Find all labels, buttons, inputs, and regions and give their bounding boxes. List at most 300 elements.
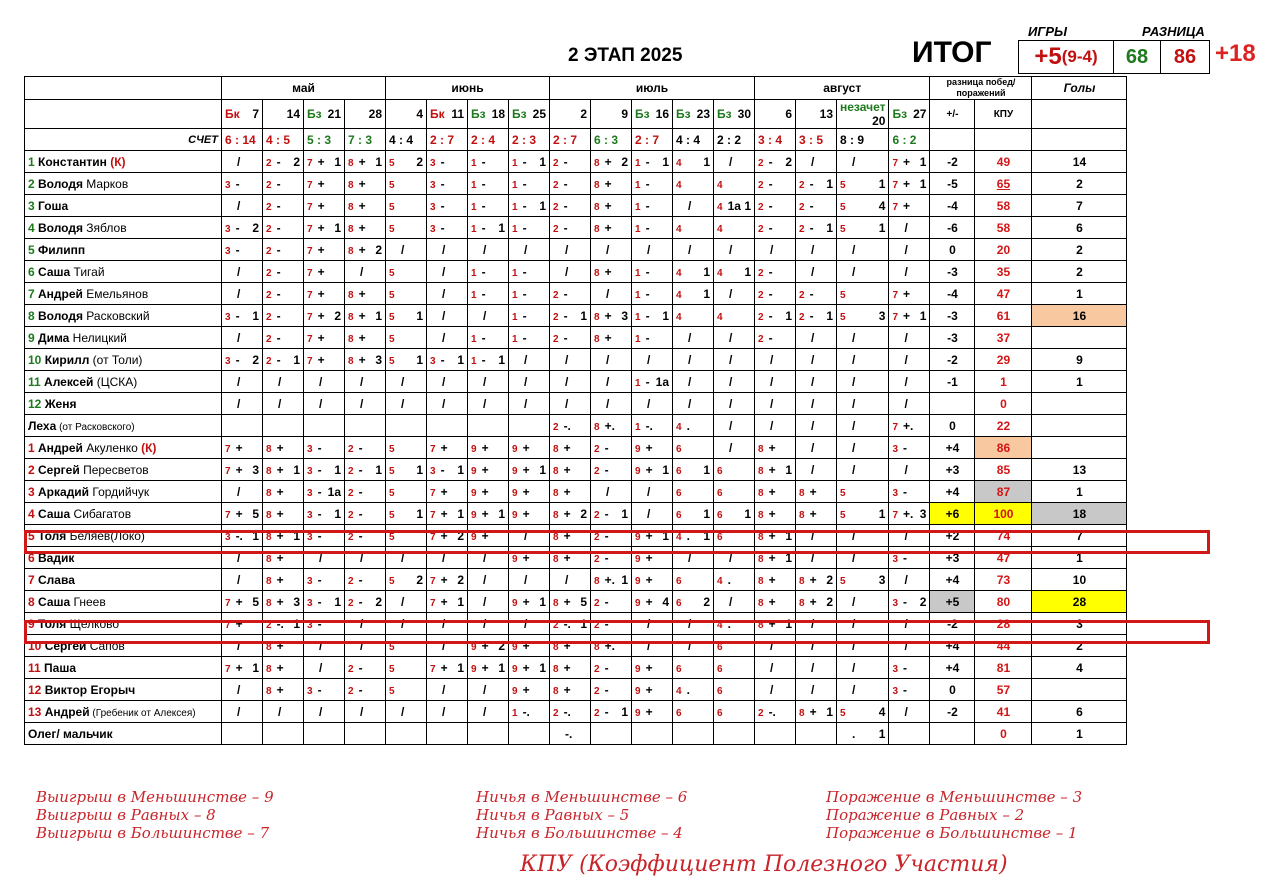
game-result: + xyxy=(440,484,448,499)
game-cell xyxy=(222,723,263,745)
page-title: 2 ЭТАП 2025 xyxy=(568,45,683,66)
game-cell xyxy=(837,437,889,459)
game-result: / xyxy=(729,550,733,565)
game-result: - xyxy=(522,308,527,323)
game-result: - xyxy=(645,220,650,235)
game-result: / xyxy=(565,572,569,587)
game-goals: 4 xyxy=(662,594,669,609)
game-cell xyxy=(345,151,386,173)
game-goals: 1 xyxy=(252,528,259,543)
game-result: / xyxy=(360,396,364,411)
game-result: - xyxy=(563,330,568,345)
game-points: 2 xyxy=(594,553,600,565)
player-row xyxy=(25,415,1127,437)
kpu-value: 61 xyxy=(975,305,1032,327)
player-row xyxy=(25,393,1127,415)
kpu-value: 58 xyxy=(975,195,1032,217)
game-cell xyxy=(837,415,889,437)
game-cell xyxy=(550,701,591,723)
game-result: - xyxy=(645,264,650,279)
game-cell xyxy=(222,503,263,525)
game-points: 7 xyxy=(307,267,313,279)
game-result: + xyxy=(522,462,530,477)
game-goals: 2 xyxy=(785,154,792,169)
game-cell xyxy=(427,679,468,701)
game-points: 8 xyxy=(594,575,600,587)
day-tag: незачет xyxy=(840,100,886,114)
game-result: / xyxy=(688,638,692,653)
player-last-name: Марков xyxy=(82,176,129,191)
game-cell xyxy=(796,613,837,635)
game-cell xyxy=(796,283,837,305)
game-cell xyxy=(632,591,673,613)
game-result: - xyxy=(522,198,527,213)
game-result: . xyxy=(727,616,731,631)
game-cell xyxy=(755,151,796,173)
game-points: 8 xyxy=(348,333,354,345)
game-points: 6 xyxy=(717,663,723,675)
game-goals: 1 xyxy=(826,220,833,235)
game-points: 7 xyxy=(430,597,436,609)
game-result: / xyxy=(237,396,241,411)
game-points: 9 xyxy=(512,553,518,565)
game-points: 1 xyxy=(512,333,518,345)
goals-value: 1 xyxy=(1032,547,1127,569)
game-points: 2 xyxy=(799,223,805,235)
game-points: 5 xyxy=(389,179,395,191)
game-points: 6 xyxy=(717,487,723,499)
game-goals: 1 xyxy=(785,308,792,323)
game-cell xyxy=(889,547,930,569)
game-points: 5 xyxy=(840,707,846,719)
day-number: 25 xyxy=(532,107,546,121)
game-result: + xyxy=(358,308,366,323)
game-points: 2 xyxy=(799,201,805,213)
game-cell xyxy=(468,591,509,613)
game-points: 1 xyxy=(512,707,518,719)
game-cell xyxy=(837,591,889,613)
game-cell xyxy=(889,151,930,173)
game-cell xyxy=(837,679,889,701)
game-cell xyxy=(889,283,930,305)
game-result: - xyxy=(604,594,609,609)
game-cell xyxy=(550,261,591,283)
game-cell xyxy=(632,701,673,723)
player-name xyxy=(25,679,222,701)
game-cell xyxy=(468,415,509,437)
player-first-name: Гоша xyxy=(38,198,69,213)
game-cell xyxy=(386,261,427,283)
game-result: / xyxy=(319,704,323,719)
game-result: +. xyxy=(604,638,615,653)
legend-line: Ничья в Меньшинстве – 6 xyxy=(476,788,688,806)
game-goals: 2 xyxy=(375,594,382,609)
game-result: + xyxy=(903,176,911,191)
player-first-name: Алексей xyxy=(44,374,94,389)
game-result: - xyxy=(440,154,445,169)
game-goals: 1 xyxy=(703,154,710,169)
day-number: 21 xyxy=(327,107,341,121)
game-cell xyxy=(550,173,591,195)
player-number: 4 xyxy=(28,220,39,235)
game-points: 8 xyxy=(594,267,600,279)
game-result: / xyxy=(647,484,651,499)
game-goals: 1а xyxy=(327,484,341,499)
match-score: 8 : 9 xyxy=(837,129,889,151)
game-cell xyxy=(468,349,509,371)
game-cell xyxy=(889,679,930,701)
game-result: + xyxy=(235,616,243,631)
game-cell xyxy=(345,569,386,591)
game-cell xyxy=(263,283,304,305)
goals-value: 1 xyxy=(1032,283,1127,305)
game-cell xyxy=(591,481,632,503)
game-goals: 1 xyxy=(826,308,833,323)
game-result: + xyxy=(358,286,366,301)
game-result: / xyxy=(770,352,774,367)
game-cell xyxy=(755,327,796,349)
game-points: 7 xyxy=(225,465,231,477)
game-result: / xyxy=(811,550,815,565)
goals-value: 18 xyxy=(1032,503,1127,525)
game-result: / xyxy=(904,242,908,257)
game-points: 8 xyxy=(799,487,805,499)
game-cell xyxy=(550,723,591,745)
game-result: - xyxy=(358,484,363,499)
game-cell xyxy=(714,217,755,239)
blank xyxy=(1032,129,1127,151)
game-result: / xyxy=(237,198,241,213)
game-result: - xyxy=(768,176,773,191)
game-cell xyxy=(550,657,591,679)
game-result: / xyxy=(319,660,323,675)
game-cell xyxy=(591,173,632,195)
game-cell xyxy=(386,459,427,481)
game-points: 7 xyxy=(307,179,313,191)
game-result: + xyxy=(645,462,653,477)
game-result: - xyxy=(276,264,281,279)
game-result: +. xyxy=(903,506,914,521)
game-result: / xyxy=(729,396,733,411)
game-points: 3 xyxy=(892,443,899,455)
plusminus-value: +3 xyxy=(930,547,975,569)
game-cell xyxy=(263,173,304,195)
game-result: - xyxy=(768,220,773,235)
plusminus-value xyxy=(930,723,975,745)
game-result: . xyxy=(686,528,690,543)
game-result: / xyxy=(770,396,774,411)
game-cell xyxy=(263,613,304,635)
game-cell xyxy=(673,173,714,195)
game-points: 8 xyxy=(348,289,354,301)
game-points: 4 xyxy=(717,179,723,191)
player-name xyxy=(25,415,222,437)
game-points: 7 xyxy=(430,443,436,455)
month-header-row xyxy=(25,77,1127,100)
game-points: 2 xyxy=(348,443,354,455)
game-cell xyxy=(837,481,889,503)
game-cell xyxy=(345,657,386,679)
game-points: 8 xyxy=(758,597,764,609)
goals-value xyxy=(1032,415,1127,437)
player-row xyxy=(25,173,1127,195)
game-cell xyxy=(345,393,386,415)
game-cell xyxy=(550,217,591,239)
game-cell xyxy=(304,239,345,261)
game-goals: 1 xyxy=(334,220,341,235)
game-points: 5 xyxy=(389,311,395,323)
day-number: 14 xyxy=(286,107,300,121)
game-cell xyxy=(386,481,427,503)
game-cell xyxy=(837,217,889,239)
game-points: 4 xyxy=(676,289,682,301)
game-cell xyxy=(386,217,427,239)
game-result: / xyxy=(688,330,692,345)
game-cell xyxy=(468,305,509,327)
game-result: / xyxy=(811,528,815,543)
game-result: / xyxy=(904,572,908,587)
game-points: 2 xyxy=(348,531,354,543)
player-number: 5 xyxy=(28,528,39,543)
game-cell xyxy=(632,261,673,283)
game-points: 8 xyxy=(266,465,272,477)
player-last-name: (от Толи) xyxy=(89,352,143,367)
game-cell xyxy=(263,437,304,459)
player-number: 8 xyxy=(28,594,39,609)
game-points: 7 xyxy=(307,289,313,301)
diff-a-box xyxy=(1113,40,1161,74)
day-header xyxy=(222,100,263,129)
game-goals: 1 xyxy=(744,506,751,521)
game-result: + xyxy=(317,352,325,367)
game-cell xyxy=(889,481,930,503)
game-result: + xyxy=(903,154,911,169)
match-score: 7 : 3 xyxy=(345,129,386,151)
game-points: 9 xyxy=(471,663,477,675)
game-cell xyxy=(427,481,468,503)
game-cell xyxy=(509,371,550,393)
game-cell xyxy=(796,393,837,415)
game-points: 2 xyxy=(553,619,559,631)
game-result: + xyxy=(358,176,366,191)
goals-value: 6 xyxy=(1032,701,1127,723)
game-result: + xyxy=(317,220,325,235)
game-result: / xyxy=(852,638,856,653)
game-goals: 1 xyxy=(416,462,423,477)
game-goals: 2 xyxy=(457,572,464,587)
game-cell xyxy=(263,635,304,657)
game-cell xyxy=(386,305,427,327)
game-cell xyxy=(673,481,714,503)
corner-cell xyxy=(25,77,222,100)
player-first-name: Саша xyxy=(38,506,71,521)
game-result: / xyxy=(811,418,815,433)
diff-header: РАЗНИЦА xyxy=(1142,24,1205,39)
game-cell xyxy=(796,327,837,349)
player-first-name: Толя xyxy=(38,616,67,631)
game-cell xyxy=(509,283,550,305)
game-cell xyxy=(673,459,714,481)
game-points: 8 xyxy=(266,575,272,587)
kpu-value: 41 xyxy=(975,701,1032,723)
game-cell xyxy=(755,525,796,547)
player-first-name: Сергей xyxy=(38,462,80,477)
game-result: . xyxy=(686,418,690,433)
day-tag: Бз xyxy=(512,107,527,121)
player-row xyxy=(25,459,1127,481)
game-result: / xyxy=(647,352,651,367)
total-diff: +18 xyxy=(1215,40,1256,67)
game-result: + xyxy=(768,506,776,521)
kpu-value: 74 xyxy=(975,525,1032,547)
game-cell xyxy=(427,591,468,613)
game-cell xyxy=(632,415,673,437)
game-result: + xyxy=(604,330,612,345)
game-points: 2 xyxy=(266,355,272,367)
game-cell xyxy=(889,723,930,745)
game-cell xyxy=(591,503,632,525)
game-cell xyxy=(263,371,304,393)
game-cell xyxy=(673,371,714,393)
game-cell xyxy=(263,459,304,481)
game-cell xyxy=(468,195,509,217)
game-result: + xyxy=(276,572,284,587)
game-cell xyxy=(837,393,889,415)
game-result: / xyxy=(904,352,908,367)
game-cell xyxy=(632,525,673,547)
game-points: 5 xyxy=(840,487,846,499)
game-result: + xyxy=(276,594,284,609)
game-cell xyxy=(837,283,889,305)
player-number: 12 xyxy=(28,682,45,697)
game-result: + xyxy=(317,308,325,323)
game-result: / xyxy=(688,550,692,565)
game-points: 2 xyxy=(594,597,600,609)
game-cell xyxy=(509,525,550,547)
game-cell xyxy=(632,613,673,635)
game-cell xyxy=(673,327,714,349)
game-cell xyxy=(837,195,889,217)
game-points: 2 xyxy=(758,179,764,191)
game-result: + xyxy=(440,506,448,521)
game-points: 9 xyxy=(635,531,641,543)
day-header xyxy=(386,100,427,129)
game-cell xyxy=(386,393,427,415)
game-points: 1 xyxy=(471,157,477,169)
game-result: - xyxy=(317,682,322,697)
game-result: - xyxy=(645,330,650,345)
game-cell xyxy=(304,525,345,547)
player-row xyxy=(25,371,1127,393)
game-points: 3 xyxy=(225,311,231,323)
game-points: 8 xyxy=(594,311,600,323)
game-result: / xyxy=(442,616,446,631)
game-cell xyxy=(889,305,930,327)
game-cell xyxy=(673,283,714,305)
day-header xyxy=(427,100,468,129)
goals-value xyxy=(1032,327,1127,349)
game-points: 7 xyxy=(307,201,313,213)
game-result: -. xyxy=(563,704,571,719)
game-cell xyxy=(345,723,386,745)
game-cell xyxy=(550,349,591,371)
game-cell xyxy=(673,547,714,569)
day-header xyxy=(509,100,550,129)
game-result: - xyxy=(645,198,650,213)
game-cell xyxy=(714,679,755,701)
game-result: / xyxy=(770,242,774,257)
game-points: 8 xyxy=(594,201,600,213)
game-result: + xyxy=(563,462,571,477)
game-points: 5 xyxy=(389,157,395,169)
game-points: 5 xyxy=(840,223,846,235)
game-result: / xyxy=(647,396,651,411)
goals-value: 1 xyxy=(1032,481,1127,503)
game-result: / xyxy=(852,594,856,609)
legend-line: Выигрыш в Большинстве – 7 xyxy=(36,824,270,842)
game-cell xyxy=(468,437,509,459)
player-last-name: Емельянов xyxy=(82,286,149,301)
game-points: 2 xyxy=(799,289,805,301)
game-cell xyxy=(714,327,755,349)
player-name xyxy=(25,349,222,371)
game-cell xyxy=(263,415,304,437)
kpu-value: 44 xyxy=(975,635,1032,657)
itog-label: ИТОГ xyxy=(912,36,992,69)
game-result: + xyxy=(522,550,530,565)
game-points: 9 xyxy=(512,663,518,675)
game-result: / xyxy=(401,396,405,411)
game-cell xyxy=(509,613,550,635)
game-result: + xyxy=(563,638,571,653)
game-result: -. xyxy=(563,616,571,631)
game-goals: 1 xyxy=(498,506,505,521)
game-result: / xyxy=(237,682,241,697)
plusminus-value: 0 xyxy=(930,679,975,701)
player-row xyxy=(25,591,1127,613)
game-cell xyxy=(755,591,796,613)
game-cell xyxy=(509,305,550,327)
game-cell xyxy=(263,569,304,591)
game-points: 2 xyxy=(594,685,600,697)
game-result: / xyxy=(401,594,405,609)
game-cell xyxy=(673,525,714,547)
game-result: - xyxy=(481,330,486,345)
game-cell xyxy=(509,327,550,349)
game-cell xyxy=(673,723,714,745)
game-result: . xyxy=(727,572,731,587)
game-result: / xyxy=(442,704,446,719)
player-last-name: Сибагатов xyxy=(70,506,132,521)
game-cell xyxy=(304,283,345,305)
game-result: + xyxy=(317,264,325,279)
game-points: 8 xyxy=(348,355,354,367)
game-cell xyxy=(632,195,673,217)
legend-line: Поражение в Меньшинстве – 3 xyxy=(826,788,1083,806)
game-cell xyxy=(345,371,386,393)
game-result: / xyxy=(237,154,241,169)
game-points: 9 xyxy=(635,553,641,565)
game-result: + xyxy=(809,484,817,499)
goals-value xyxy=(1032,393,1127,415)
game-points: 8 xyxy=(266,509,272,521)
game-cell xyxy=(591,569,632,591)
game-cell xyxy=(263,503,304,525)
game-cell xyxy=(263,349,304,371)
game-cell xyxy=(468,613,509,635)
game-points: 7 xyxy=(430,575,436,587)
game-cell xyxy=(591,349,632,371)
